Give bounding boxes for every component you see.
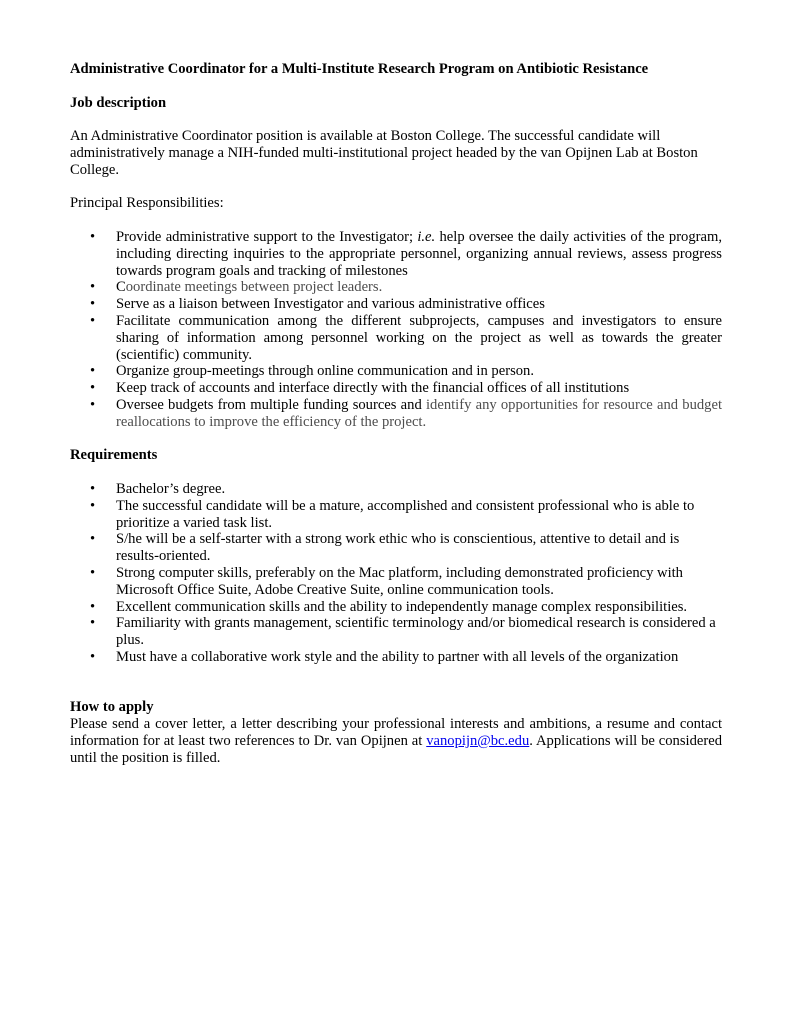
- responsibility-text-muted: identify any opportunities for resource and budget reallocations to improve the efficiency of the project.: [116, 396, 722, 430]
- responsibility-item: • Facilitate communication among the different subprojects, campuses and investigators to ensure sharing of information among personnel working on the project as well as towards the greater (scientific) community.: [70, 313, 722, 363]
- responsibility-text: Provide administrative support to the Investigator;: [116, 228, 418, 245]
- responsibility-text: Oversee budgets from multiple funding sources and: [116, 396, 426, 413]
- spacer: [70, 431, 722, 448]
- responsibility-text: help oversee the daily activities of the program, including directing inquiries to the appropriate personnel, organizing annual reviews, assess progress towards program goals and tracking of milestones: [116, 228, 722, 279]
- responsibility-text: C: [116, 279, 126, 296]
- requirements-heading: Requirements: [70, 447, 158, 464]
- how-to-apply-text: . Applications will be considered until the position is filled.: [70, 732, 722, 766]
- job-description-heading: Job description: [70, 94, 167, 111]
- requirement-item: • Must have a collaborative work style and the ability to partner with all levels of the organization: [70, 649, 722, 666]
- spacer: [70, 78, 722, 95]
- responsibilities-intro: Principal Responsibilities:: [70, 195, 224, 212]
- requirement-item: • Familiarity with grants management, scientific terminology and/or biomedical research is considered a plus.: [70, 615, 722, 649]
- responsibility-item: • Keep track of accounts and interface directly with the financial offices of all institutions: [70, 380, 722, 397]
- spacer: [70, 464, 722, 481]
- requirement-item: • Strong computer skills, preferably on the Mac platform, including demonstrated proficiency with Microsoft Office Suite, Adobe Creative Suite, online communication tools.: [70, 565, 722, 599]
- responsibility-item: [70, 229, 722, 279]
- job-posting-document: [70, 61, 722, 766]
- responsibility-item: • Serve as a liaison between Investigator and various administrative offices: [70, 296, 722, 313]
- requirement-item: • S/he will be a self-starter with a strong work ethic who is conscientious, attentive to detail and is results-oriented.: [70, 531, 722, 565]
- spacer: [70, 666, 722, 700]
- requirement-item: • The successful candidate will be a mature, accomplished and consistent professional who is able to prioritize a varied task list.: [70, 498, 722, 532]
- responsibility-item: [70, 279, 722, 296]
- responsibility-item: [70, 397, 722, 431]
- responsibility-item: • Organize group-meetings through online communication and in person.: [70, 363, 722, 380]
- requirement-item: • Excellent communication skills and the ability to independently manage complex responsibilities.: [70, 599, 722, 616]
- spacer: [70, 212, 722, 229]
- how-to-apply-heading: How to apply: [70, 699, 154, 716]
- how-to-apply-text: Please send a cover letter, a letter describing your professional interests and ambitions, a resume and contact information for at least two references to Dr. van Opijnen at: [70, 716, 722, 749]
- requirement-item: • Bachelor’s degree.: [70, 481, 722, 498]
- ie-abbreviation: i.e.: [417, 228, 436, 245]
- spacer: [70, 111, 722, 128]
- document-title: Administrative Coordinator for a Multi-Institute Research Program on Antibiotic Resistance: [70, 61, 649, 77]
- responsibilities-list: [70, 229, 722, 431]
- job-description-paragraph: An Administrative Coordinator position is available at Boston College. The successful candidate will administratively manage a NIH-funded multi-institutional project headed by the van Opijnen Lab at Boston College.: [70, 128, 698, 178]
- spacer: [70, 179, 722, 196]
- responsibility-text-muted: oordinate meetings between project leaders.: [125, 279, 383, 296]
- email-link[interactable]: vanopijn@bc.edu: [426, 732, 530, 749]
- requirements-list: [70, 481, 722, 666]
- how-to-apply-paragraph: [70, 716, 722, 766]
